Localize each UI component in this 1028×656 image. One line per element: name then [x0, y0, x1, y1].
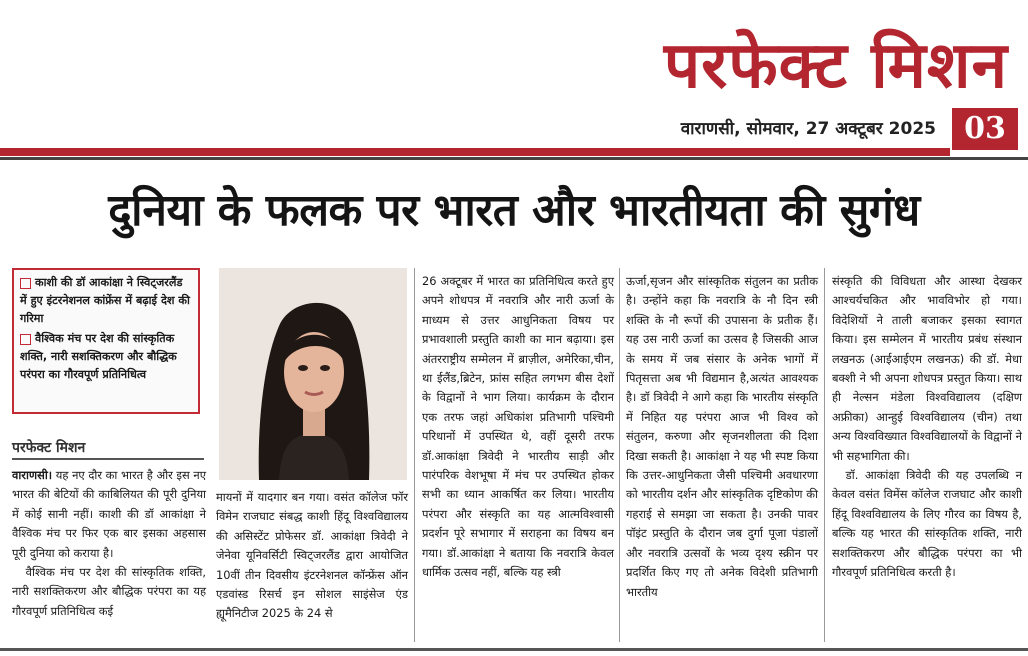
- paragraph: ऊर्जा,सृजन और सांस्कृतिक संतुलन का प्रतीक है। उन्होंने कहा कि नवरात्रि के नौ दिन स्त्री शक्ति के नौ रूपों की उपासना के प्रतीक हैं। यह उस नारी ऊर्जा का उत्सव है जिसकी आज के समय में जब संसार के अनेक भागों में पितृसत्ता अब भी विद्यमान है,अत्यंत आवश्यक है। डॉ त्रिवेदी ने आगे कहा कि भारतीय संस्कृति में निहित यह परंपरा आज भी विश्व को संतुलन, करुणा और सृजनशीलता की दिशा दिखा सकती है। आकांक्षा ने यह भी स्पष्ट किया कि उत्तर-आधुनिकता जैसी पश्चिमी अवधारणा को भारतीय दर्शन और सांस्कृतिक दृष्टिकोण की गहराई से समझा जा सकता है। उनकी पावर पॉइंट प्रस्तुति के दौरान जब दुर्गा पूजा पंडालों और नवरात्रि उत्सवों के भव्य दृश्य स्क्रीन पर प्रदर्शित किए गए तो अनेक विदेशी प्रतिभागी भारतीय: [626, 274, 818, 599]
- column-4: [626, 272, 818, 602]
- byline: परफेक्ट मिशन: [12, 440, 86, 456]
- highlight-item: [20, 274, 192, 328]
- brand-logo: परफेक्ट मिशन: [663, 29, 1008, 103]
- byline-rule: [12, 458, 204, 460]
- paragraph: [12, 466, 206, 563]
- highlight-text: काशी की डॉ आकांक्षा ने स्विट्जरलैंड में हुए इंटरनेशनल कांफ्रेंस में बढ़ाई देश की गरिमा: [20, 276, 190, 325]
- highlights-box: [12, 268, 200, 414]
- column-1: [12, 466, 206, 621]
- column-divider: [824, 268, 825, 642]
- footer-rule: [0, 648, 1028, 651]
- column-divider: [414, 268, 415, 642]
- bullet-square-icon: [20, 334, 31, 345]
- paragraph: मायनों में यादगार बन गया। वसंत कॉलेज फॉर विमेन राजघाट संबद्ध काशी हिंदू विश्वविद्यालय की असिस्टेंट प्रोफेसर डॉ. आकांक्षा त्रिवेदी ने जेनेवा यूनिवर्सिटी स्विट्जरलैंड द्वारा आयोजित 10वीं तीन दिवसीय इंटरनेशनल कॉन्फ्रेंस ऑन एडवांस्ड रिसर्च इन सोशल साइंसेज एंड ह्यूमैनिटीज 2025 के 24 से: [216, 490, 408, 621]
- paragraph-text: यह नए दौर का भारत है और इस नए भारत की बेटियों की काबिलियत की पूरी दुनिया में कोई सानी नहीं। काशी की डॉ आकांक्षा ने वैश्विक मंच पर फिर एक बार इसका अहसास पूरी दुनिया को कराया है।: [12, 468, 206, 560]
- paragraph: 26 अक्टूबर में भारत का प्रतिनिधित्व करते हुए अपने शोधपत्र में नवरात्रि और नारी ऊर्जा के माध्यम से उत्तर आधुनिकता विषय पर प्रभावशाली प्रस्तुति काशी का मान बढ़ाया। इस अंतरराष्ट्रीय सम्मेलन में ब्राज़ील, अमेरिका,चीन, था ईलैंड,ब्रिटेन, फ्रांस सहित लगभग बीस देशों के विद्वानों ने भाग लिया। कार्यक्रम के दौरान एक तरफ जहां अधिकांश प्रतिभागी पश्चिमी परिधानों में उपस्थित थे, वहीं दूसरी तरफ डॉ.आकांक्षा त्रिवेदी ने भारतीय साड़ी और पारंपरिक वेशभूषा में मंच पर उपस्थित होकर सभी का ध्यान आकर्षित कर लिया। भारतीय परंपरा और संस्कृति का यह आत्मविश्वासी प्रदर्शन पूरे सभागार में सराहना का विषय बन गया। डॉ.आकांक्षा ने बताया कि नवरात्रि केवल धार्मिक उत्सव नहीं, बल्कि यह स्त्री: [422, 274, 614, 580]
- dateline-place: वाराणसी।: [12, 468, 53, 482]
- masthead-underline: [0, 157, 1028, 160]
- bullet-square-icon: [20, 278, 31, 289]
- column-divider: [619, 268, 620, 642]
- paragraph: संस्कृति की विविधता और आस्था देखकर आश्चर्यचकित और भावविभोर हो गया। विदेशियों ने ताली बजाकर इसका स्वागत किया। इस सम्मेलन में भारतीय प्रबंध संस्थान लखनऊ (आईआईएम लखनऊ) की डॉ. मेधा बक्शी ने भी अपना शोधपत्र प्रस्तुत किया। साथ ही नेल्सन मंडेला विश्वविद्यालय (दक्षिण अफ्रीका) आन्हुई विश्वविद्यालय (चीन) तथा अन्य विश्वविख्यात विश्वविद्यालयों के विद्वानों ने भी सहभागिता की।: [832, 274, 1022, 463]
- masthead-rule: [0, 148, 950, 156]
- column-3: [422, 272, 614, 583]
- portrait-illustration-icon: [219, 268, 407, 480]
- column-5: [832, 272, 1022, 583]
- column-2: [216, 488, 408, 624]
- dateline: वाराणसी, सोमवार, 27 अक्टूबर 2025: [680, 119, 936, 139]
- paragraph: वैश्विक मंच पर देश की सांस्कृतिक शक्ति, नारी सशक्तिकरण और बौद्धिक परंपरा का यह गौरवपूर्ण प्रतिनिधित्व कई: [12, 565, 206, 618]
- highlight-text: वैश्विक मंच पर देश की सांस्कृतिक शक्ति, नारी सशक्तिकरण और बौद्धिक परंपरा का गौरवपूर्ण प्रतिनिधित्व: [20, 332, 177, 381]
- highlight-item: [20, 330, 192, 384]
- page-number-badge: 03: [952, 108, 1018, 150]
- masthead: [0, 0, 1028, 160]
- portrait-photo: [219, 268, 407, 480]
- article-headline: दुनिया के फलक पर भारत और भारतीयता की सुगंध: [108, 185, 920, 236]
- paragraph: डॉ. आकांक्षा त्रिवेदी की यह उपलब्धि न केवल वसंत विमेंस कॉलेज राजघाट और काशी हिंदू विश्वविद्यालय के लिए गौरव का विषय है, बल्कि यह भारत की सांस्कृतिक शक्ति, नारी सशक्तिकरण और बौद्धिक परंपरा का भी गौरवपूर्ण प्रतिनिधित्व करती है।: [832, 468, 1022, 580]
